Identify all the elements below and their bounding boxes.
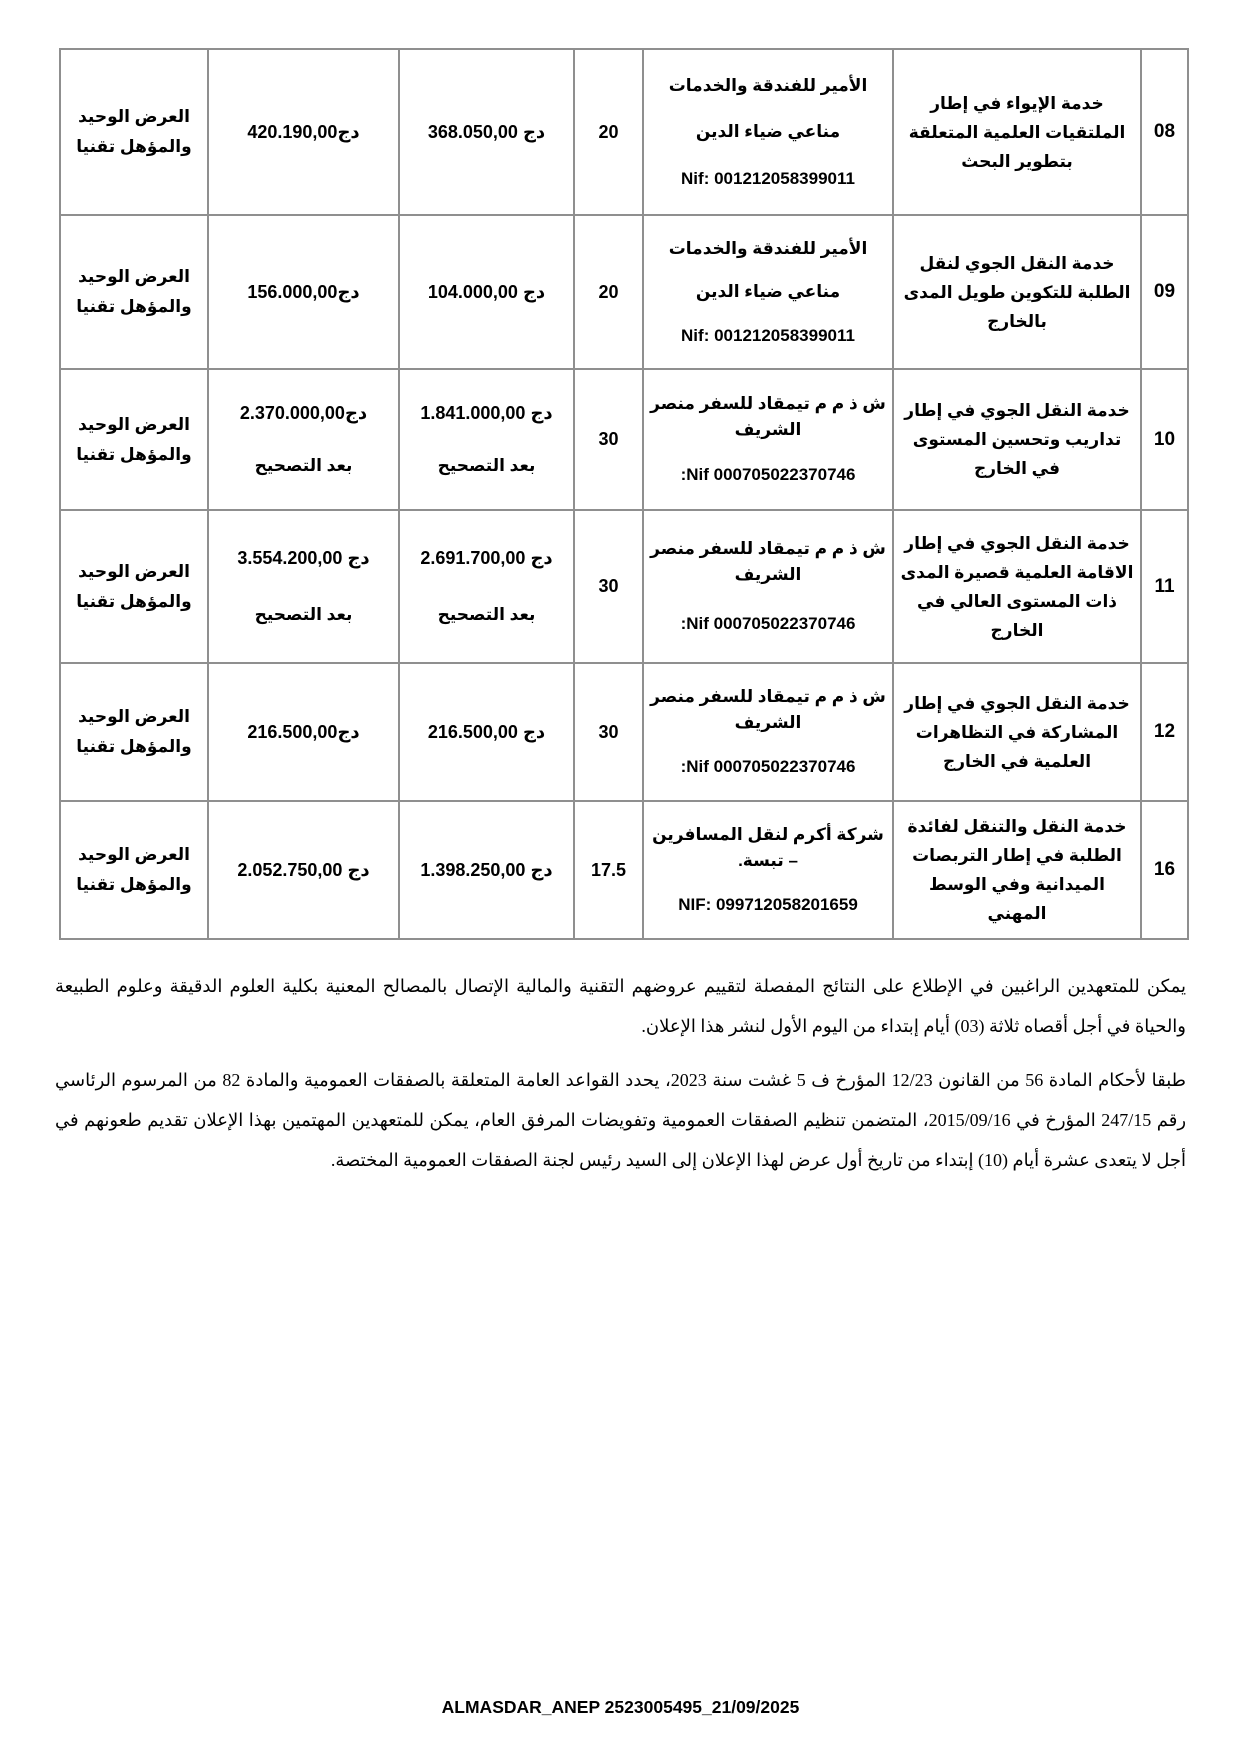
lot-number: 10 (1141, 369, 1188, 510)
corrected-amount: 420.190,00دج (247, 122, 360, 142)
lot-number: 12 (1141, 663, 1188, 801)
company-nif: :Nif 000705022370746 (680, 614, 856, 633)
lot-number: 09 (1141, 215, 1188, 369)
offer-amount: دج 1.398.250,00 (420, 860, 553, 880)
table-row (60, 215, 1188, 369)
table-row (60, 801, 1188, 939)
corrected-amount: دج 2.052.750,00 (237, 860, 370, 880)
service-description: خدمة النقل الجوي في إطار المشاركة في التظاهرات العلمية في الخارج (904, 693, 1130, 771)
corrected-amount: 3.554.200,00 دج (237, 547, 370, 568)
rebate-percent: 20 (574, 215, 643, 369)
company-name: ش ذ م م تيمقاد للسفر منصر الشريف (650, 394, 886, 439)
rebate-percent: 30 (574, 369, 643, 510)
company-nif: Nif: 001212058399011 (681, 168, 855, 188)
service-description: خدمة النقل والتنقل لفائدة الطلبة في إطار التربصات الميدانية وفي الوسط المهني (907, 817, 1127, 923)
company-cell (649, 372, 887, 507)
company-nif: :Nif 000705022370746 (680, 465, 856, 484)
company-name: ش ذ م م تيمقاد للسفر منصر الشريف (650, 539, 886, 584)
offer-amount: 104.000,00 دج (427, 282, 546, 302)
award-results-table (59, 48, 1189, 940)
award-note: العرض الوحيد والمؤهل تقنيا (76, 267, 192, 316)
offer-amount: 2.691.700,00 دج (420, 547, 553, 568)
company-cell (649, 52, 887, 212)
company-person: مناعي ضياء الدين (695, 282, 841, 301)
service-description: خدمة النقل الجوي في إطار الاقامة العلمية قصيرة المدى ذات المستوى العالي في الخارج (900, 533, 1134, 640)
company-name: شركة أكرم لنقل المسافرين – تبسة. (652, 825, 884, 870)
company-cell (649, 513, 887, 660)
company-nif: NIF: 099712058201659 (678, 895, 858, 914)
corrected-amount: دج2.370.000,00 (239, 402, 368, 423)
award-note: العرض الوحيد والمؤهل تقنيا (76, 414, 192, 464)
rebate-percent: 30 (574, 510, 643, 663)
after-correction-label: بعد التصحيح (254, 605, 353, 625)
lot-number: 08 (1141, 49, 1188, 215)
lot-number: 16 (1141, 801, 1188, 939)
after-correction-label: بعد التصحيح (437, 605, 536, 625)
table-row (60, 510, 1188, 663)
offer-amount: 216.500,00 دج (427, 722, 546, 742)
company-cell (649, 218, 887, 366)
after-correction-label: بعد التصحيح (437, 456, 536, 476)
award-note: العرض الوحيد والمؤهل تقنيا (76, 707, 192, 756)
offer-amount: دج 1.841.000,00 (420, 402, 553, 423)
results-consultation-paragraph: يمكن للمتعهدين الراغبين في الإطلاع على النتائج المفصلة لتقييم عروضهم التقنية والمالية الإتصال بالمصالح المعنية بكلية العلوم الدقيقة وعلوم الطبيعة والحياة في أجل أقصاه ثلاثة (03) أيام إبتداء من اليوم الأول لنشر هذا الإعلان. (55, 976, 1186, 1036)
rebate-percent: 20 (574, 49, 643, 215)
award-note: العرض الوحيد والمؤهل تقنيا (76, 107, 192, 156)
corrected-amount: 216.500,00دج (247, 722, 360, 742)
anep-reference-footer: ALMASDAR_ANEP 2523005495_21/09/2025 (441, 1697, 800, 1717)
company-nif: Nif: 001212058399011 (681, 325, 855, 345)
service-description: خدمة النقل الجوي لنقل الطلبة للتكوين طويل المدى بالخارج (903, 253, 1131, 331)
company-name: الأمير للفندقة والخدمات (668, 75, 868, 95)
company-cell (649, 804, 887, 936)
company-name: ش ذ م م تيمقاد للسفر منصر الشريف (650, 687, 886, 732)
rebate-percent: 30 (574, 663, 643, 801)
offer-amount: 368.050,00 دج (427, 122, 546, 142)
table-row (60, 663, 1188, 801)
award-note: العرض الوحيد والمؤهل تقنيا (76, 561, 192, 611)
company-person: مناعي ضياء الدين (695, 122, 841, 141)
award-note: العرض الوحيد والمؤهل تقنيا (76, 845, 192, 894)
service-description: خدمة النقل الجوي في إطار تداريب وتحسين المستوى في الخارج (904, 401, 1130, 478)
table-row (60, 369, 1188, 510)
company-name: الأمير للفندقة والخدمات (668, 238, 868, 258)
appeal-procedure-paragraph: طبقا لأحكام المادة 56 من القانون 12/23 المؤرخ ف 5 غشت سنة 2023، يحدد القواعد العامة المتعلقة بالصفقات العمومية والمادة 82 من المرسوم الرئاسي رقم 247/15 المؤرخ في 2015/09/16، المتضمن تنظيم الصفقات العمومية وتفويضات المرفق العام، يمكن للمتعهدين المهتمين بهذا الإعلان تقديم طعونهم في أجل لا يتعدى عشرة أيام (10) إبتداء من تاريخ أول عرض لهذا الإعلان إلى السيد رئيس لجنة الصفقات العمومية المختصة. (55, 1070, 1187, 1170)
after-correction-label: بعد التصحيح (254, 456, 353, 476)
company-nif: :Nif 000705022370746 (680, 757, 856, 776)
lot-number: 11 (1141, 510, 1188, 663)
corrected-amount: 156.000,00دج (247, 282, 360, 302)
service-description: خدمة الإيواء في إطار الملتقيات العلمية المتعلقة بتطوير البحث (908, 93, 1126, 171)
table-row (60, 49, 1188, 215)
company-cell (649, 666, 887, 798)
rebate-percent: 17.5 (574, 801, 643, 939)
notice-paragraphs (55, 966, 1186, 1180)
